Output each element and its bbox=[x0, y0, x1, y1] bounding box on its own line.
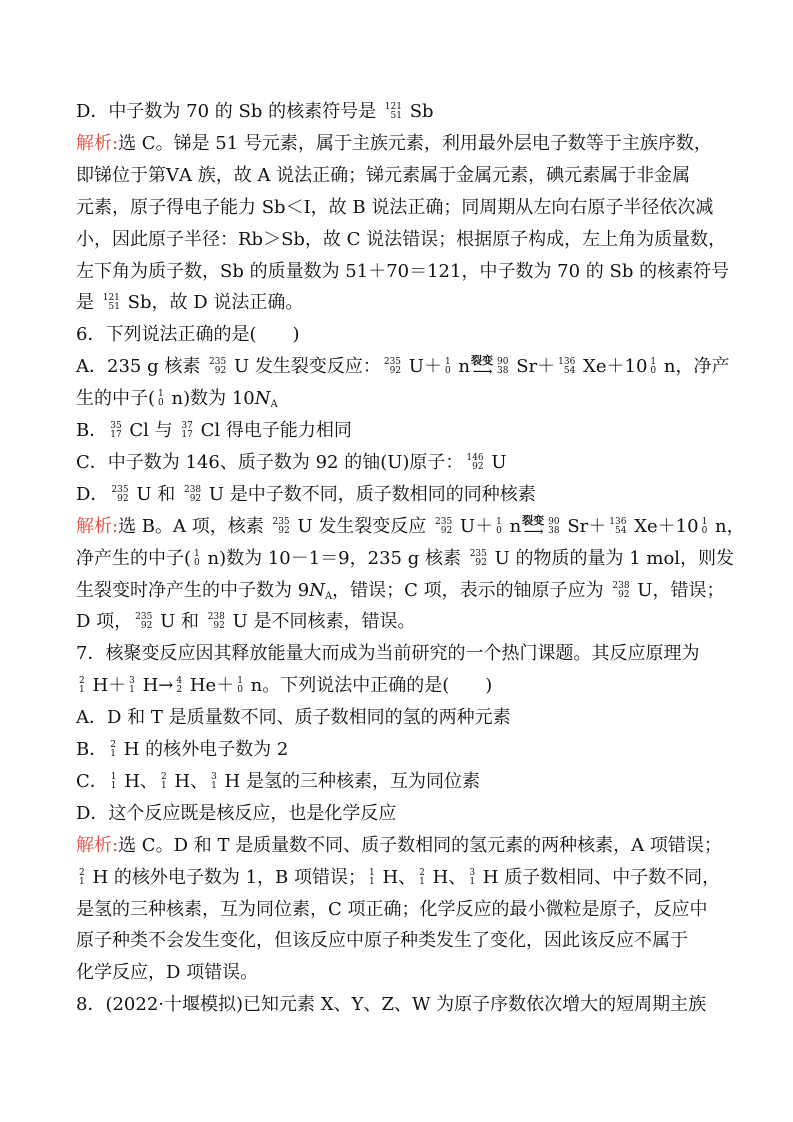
atomic-number: 92 bbox=[472, 461, 484, 472]
text-line bbox=[76, 925, 726, 957]
mass-number: 136 bbox=[558, 357, 576, 368]
text-line bbox=[76, 479, 726, 511]
text-run: Xe＋10 bbox=[628, 515, 699, 537]
mass-number: 2 bbox=[110, 740, 116, 750]
arrow-icon: ⟶ bbox=[472, 364, 492, 381]
text-run: U＋ bbox=[454, 515, 494, 537]
atomic-number: 1 bbox=[211, 780, 217, 791]
text-run: Sr＋ bbox=[561, 515, 607, 537]
atomic-number: 54 bbox=[563, 366, 576, 377]
atomic-number: 17 bbox=[110, 430, 122, 440]
mass-number: 2 bbox=[79, 676, 85, 687]
text-run: A．235 g 核素 bbox=[76, 356, 207, 378]
mass-number: 235 bbox=[469, 548, 487, 559]
atomic-number: 1 bbox=[369, 876, 375, 887]
atomic-number: 0 bbox=[701, 525, 708, 536]
text-line bbox=[76, 511, 745, 543]
isotope-notation bbox=[103, 294, 120, 312]
atomic-number: 0 bbox=[237, 685, 243, 696]
text-line bbox=[76, 638, 726, 670]
text-run: U 是中子数不同，质子数相同的同种核素 bbox=[203, 483, 536, 505]
mass-number: 238 bbox=[612, 580, 630, 591]
atomic-number: 1 bbox=[79, 685, 85, 696]
text-run: U 和 bbox=[154, 611, 205, 633]
isotope-notation bbox=[445, 358, 451, 376]
atomic-number: 92 bbox=[189, 493, 202, 504]
text-line bbox=[76, 224, 726, 256]
text-run: 元素，原子得电子能力 Sb＜I，故 B 说法正确；同周期从左向右原子半径依次减 bbox=[76, 196, 714, 218]
atomic-number: 92 bbox=[475, 557, 487, 568]
analysis-label: 解析: bbox=[76, 515, 119, 537]
text-run: Cl 得电子能力相同 bbox=[194, 420, 352, 441]
text-line bbox=[76, 128, 726, 160]
mass-number: 90 bbox=[548, 516, 560, 527]
text-line bbox=[76, 989, 726, 1021]
text-run: H、 bbox=[376, 866, 417, 888]
text-run: 选 B。A 项，核素 bbox=[118, 515, 270, 537]
isotope-notation bbox=[181, 422, 192, 440]
atomic-number: 38 bbox=[548, 525, 560, 536]
text-run: 是氢的三种核素，互为同位素，C 项正确；化学反应的最小微粒是原子，反应中 bbox=[76, 898, 708, 920]
text-run: 是 bbox=[76, 292, 100, 314]
text-line bbox=[76, 957, 726, 989]
text-run: He＋ bbox=[184, 675, 235, 697]
mass-number: 235 bbox=[111, 484, 129, 495]
isotope-notation bbox=[385, 103, 402, 121]
mass-number: 37 bbox=[181, 421, 193, 431]
text-run: H、 bbox=[118, 770, 158, 792]
atomic-number: 1 bbox=[110, 780, 117, 791]
isotope-notation bbox=[161, 773, 167, 791]
mass-number: 235 bbox=[209, 357, 227, 368]
isotope-notation bbox=[211, 773, 217, 791]
text-run: n。下列说法中正确的是( ) bbox=[244, 675, 493, 697]
text-run: n，净产 bbox=[658, 356, 730, 378]
text-line bbox=[76, 287, 726, 319]
mass-number: 3 bbox=[469, 867, 476, 878]
isotope-notation bbox=[79, 677, 85, 695]
text-run: A bbox=[270, 399, 278, 411]
atomic-number: 92 bbox=[214, 366, 227, 377]
text-line bbox=[76, 798, 726, 830]
text-run: U＋ bbox=[403, 356, 442, 378]
text-run: 化学反应，D 项错误。 bbox=[76, 962, 259, 984]
text-run: n)数为 10－1＝9，235 g 核素 bbox=[201, 547, 467, 569]
text-run: N bbox=[254, 388, 271, 410]
isotope-notation bbox=[111, 773, 117, 791]
mass-number: 136 bbox=[609, 516, 627, 527]
atomic-number: 92 bbox=[117, 493, 129, 504]
mass-number: 235 bbox=[435, 516, 453, 527]
text-run: U bbox=[485, 451, 507, 473]
mass-number: 2 bbox=[419, 867, 425, 878]
isotope-notation bbox=[237, 677, 243, 695]
isotope-notation bbox=[111, 486, 128, 504]
text-run: 净产生的中子( bbox=[76, 547, 192, 569]
text-line bbox=[76, 766, 726, 798]
text-run: 生的中子( bbox=[76, 388, 156, 410]
isotope-notation bbox=[110, 422, 121, 440]
text-run: D． bbox=[76, 483, 109, 505]
atomic-number: 92 bbox=[140, 621, 153, 632]
atomic-number: 1 bbox=[469, 876, 476, 887]
reaction-arrow bbox=[522, 513, 545, 540]
text-run: U 和 bbox=[130, 483, 181, 505]
mass-number: 1 bbox=[444, 357, 451, 368]
isotope-notation bbox=[79, 869, 85, 887]
text-run: n bbox=[452, 356, 471, 378]
mass-number: 121 bbox=[102, 293, 120, 304]
text-run: H→ bbox=[136, 675, 174, 697]
atomic-number: 51 bbox=[108, 302, 120, 313]
text-run: D．中子数为 70 的 Sb 的核素符号是 bbox=[76, 101, 382, 122]
text-run: H、 bbox=[426, 866, 467, 888]
reaction-arrow bbox=[471, 354, 494, 381]
text-run: H、 bbox=[168, 770, 209, 792]
mass-number: 90 bbox=[497, 357, 509, 368]
isotope-notation bbox=[609, 518, 626, 536]
text-line bbox=[76, 415, 726, 447]
mass-number: 121 bbox=[384, 102, 402, 112]
isotope-notation bbox=[419, 869, 425, 887]
mass-number: 238 bbox=[183, 484, 202, 495]
text-line bbox=[76, 96, 726, 128]
atomic-number: 2 bbox=[176, 685, 183, 696]
text-run: H＋ bbox=[86, 675, 127, 697]
isotope-notation bbox=[194, 550, 200, 568]
isotope-notation bbox=[650, 358, 656, 376]
text-run: ，错误；C 项，表示的铀原子应为 bbox=[332, 579, 610, 601]
isotope-notation bbox=[612, 582, 629, 600]
text-run: 6．下列说法正确的是( ) bbox=[76, 324, 300, 346]
arrow-condition-label: 裂变 bbox=[471, 354, 494, 368]
atomic-number: 0 bbox=[650, 366, 657, 377]
text-line bbox=[76, 894, 726, 926]
isotope-notation bbox=[469, 869, 475, 887]
text-run: U 发生裂变反应： bbox=[228, 356, 381, 378]
text-line bbox=[76, 862, 726, 894]
text-line bbox=[76, 830, 726, 862]
mass-number: 1 bbox=[496, 516, 502, 527]
analysis-label: 解析: bbox=[76, 132, 119, 154]
text-run: B． bbox=[76, 739, 108, 760]
isotope-notation bbox=[176, 677, 182, 695]
atomic-number: 0 bbox=[496, 525, 502, 536]
text-run: Xe＋10 bbox=[577, 356, 648, 378]
isotope-notation bbox=[208, 613, 225, 631]
isotope-notation bbox=[558, 358, 575, 376]
atomic-number: 92 bbox=[213, 621, 225, 632]
text-run: 原子种类不会发生变化，但该反应中原子种类发生了变化，因此该反应不属于 bbox=[76, 930, 688, 952]
text-run: H 质子数相同、中子数不同， bbox=[477, 866, 721, 888]
isotope-notation bbox=[135, 613, 152, 631]
text-line bbox=[76, 192, 726, 224]
atomic-number: 0 bbox=[444, 366, 451, 377]
text-run: U，错误； bbox=[631, 579, 725, 601]
atomic-number: 1 bbox=[129, 685, 135, 696]
isotope-notation bbox=[497, 358, 508, 376]
mass-number: 3 bbox=[211, 771, 217, 782]
atomic-number: 92 bbox=[618, 589, 630, 600]
text-line bbox=[76, 319, 726, 351]
text-run: C．中子数为 146、质子数为 92 的铀(U)原子： bbox=[76, 451, 464, 473]
mass-number: 1 bbox=[110, 771, 117, 782]
atomic-number: 92 bbox=[278, 525, 290, 536]
isotope-notation bbox=[209, 358, 226, 376]
text-run: H 是氢的三种核素，互为同位素 bbox=[218, 770, 480, 792]
mass-number: 235 bbox=[135, 612, 153, 623]
isotope-notation bbox=[369, 869, 375, 887]
mass-number: 1 bbox=[237, 676, 243, 687]
isotope-notation bbox=[184, 486, 201, 504]
mass-number: 1 bbox=[369, 867, 375, 878]
text-line bbox=[76, 543, 735, 575]
mass-number: 3 bbox=[129, 676, 135, 687]
text-run: 左下角为质子数，Sb 的质量数为 51＋70＝121，中子数为 70 的 Sb 的核素符号 bbox=[76, 260, 730, 282]
atomic-number: 1 bbox=[110, 749, 116, 759]
text-line bbox=[76, 734, 726, 766]
text-line bbox=[76, 160, 726, 192]
text-run: 生裂变时净产生的中子数为 9 bbox=[76, 579, 310, 601]
text-run: Sb bbox=[403, 101, 434, 122]
arrow-icon: ⟶ bbox=[523, 523, 543, 540]
text-run: D．这个反应既是核反应，也是化学反应 bbox=[76, 802, 397, 824]
isotope-notation bbox=[496, 518, 502, 536]
text-run: 即锑位于第ⅤA 族，故 A 说法正确；锑元素属于金属元素，碘元素属于非金属 bbox=[76, 164, 691, 186]
text-run: 7．核聚变反应因其释放能量大而成为当前研究的一个热门课题。其反应原理为 bbox=[76, 643, 700, 665]
atomic-number: 1 bbox=[79, 876, 85, 887]
text-run: N bbox=[309, 579, 325, 601]
text-run: B． bbox=[76, 420, 108, 441]
isotope-notation bbox=[158, 390, 164, 408]
text-line bbox=[76, 702, 726, 734]
mass-number: 35 bbox=[110, 421, 122, 431]
isotope-notation bbox=[548, 518, 559, 536]
isotope-notation bbox=[702, 518, 708, 536]
atomic-number: 1 bbox=[160, 780, 167, 791]
mass-number: 1 bbox=[158, 389, 164, 400]
text-run: Sr＋ bbox=[510, 356, 556, 378]
atomic-number: 0 bbox=[158, 398, 164, 409]
isotope-notation bbox=[129, 677, 135, 695]
text-run: A bbox=[324, 590, 333, 602]
isotope-notation bbox=[466, 454, 483, 472]
atomic-number: 92 bbox=[389, 366, 402, 377]
text-run: Cl 与 bbox=[123, 420, 179, 441]
atomic-number: 38 bbox=[497, 366, 509, 377]
mass-number: 4 bbox=[176, 676, 183, 687]
mass-number: 146 bbox=[466, 452, 484, 463]
mass-number: 1 bbox=[650, 357, 657, 368]
text-run: n bbox=[503, 515, 522, 537]
mass-number: 235 bbox=[383, 357, 402, 368]
text-run: 小，因此原子半径：Rb＞Sb，故 C 说法错误；根据原子构成，左上角为质量数， bbox=[76, 228, 727, 250]
text-run: 选 C。D 和 T 是质量数不同、质子数相同的氢元素的两种核素，A 项错误； bbox=[118, 834, 722, 856]
text-run: H 的核外电子数为 2 bbox=[117, 739, 289, 760]
atomic-number: 0 bbox=[194, 557, 200, 568]
mass-number: 2 bbox=[160, 771, 167, 782]
text-run: D 项， bbox=[76, 611, 133, 633]
mass-number: 238 bbox=[207, 612, 225, 623]
text-run: C． bbox=[76, 770, 108, 792]
text-run: Sb，故 D 说法正确。 bbox=[121, 292, 304, 314]
text-line bbox=[76, 670, 726, 702]
text-run: n)数为 10 bbox=[165, 388, 255, 410]
text-line bbox=[76, 351, 730, 383]
analysis-label: 解析: bbox=[76, 834, 119, 856]
text-run: U 的物质的量为 1 mol，则发 bbox=[488, 547, 735, 569]
text-line bbox=[76, 256, 730, 288]
text-line bbox=[76, 447, 726, 479]
text-run: n， bbox=[709, 515, 745, 537]
isotope-notation bbox=[272, 518, 289, 536]
atomic-number: 54 bbox=[615, 525, 627, 536]
isotope-notation bbox=[470, 550, 487, 568]
atomic-number: 1 bbox=[419, 876, 425, 887]
text-line bbox=[76, 606, 726, 638]
text-run: 选 C。锑是 51 号元素，属于主族元素，利用最外层电子数等于主族序数， bbox=[118, 132, 712, 154]
arrow-condition-label: 裂变 bbox=[522, 513, 545, 527]
mass-number: 235 bbox=[272, 516, 290, 527]
isotope-notation bbox=[435, 518, 452, 536]
text-run: U 发生裂变反应 bbox=[291, 515, 433, 537]
text-run: U 是不同核素，错误。 bbox=[226, 611, 416, 633]
atomic-number: 92 bbox=[440, 525, 453, 536]
atomic-number: 17 bbox=[181, 430, 193, 440]
mass-number: 2 bbox=[79, 867, 85, 878]
mass-number: 1 bbox=[194, 548, 200, 559]
isotope-notation bbox=[384, 358, 401, 376]
text-run: 8．(2022·十堰模拟)已知元素 X、Y、Z、W 为原子序数依次增大的短周期主族 bbox=[76, 994, 707, 1016]
text-run: H 的核外电子数为 1，B 项错误； bbox=[86, 866, 366, 888]
mass-number: 1 bbox=[701, 516, 708, 527]
atomic-number: 51 bbox=[390, 111, 402, 121]
isotope-notation bbox=[110, 741, 116, 759]
text-run: A．D 和 T 是质量数不同、质子数相同的氢的两种元素 bbox=[76, 707, 511, 729]
